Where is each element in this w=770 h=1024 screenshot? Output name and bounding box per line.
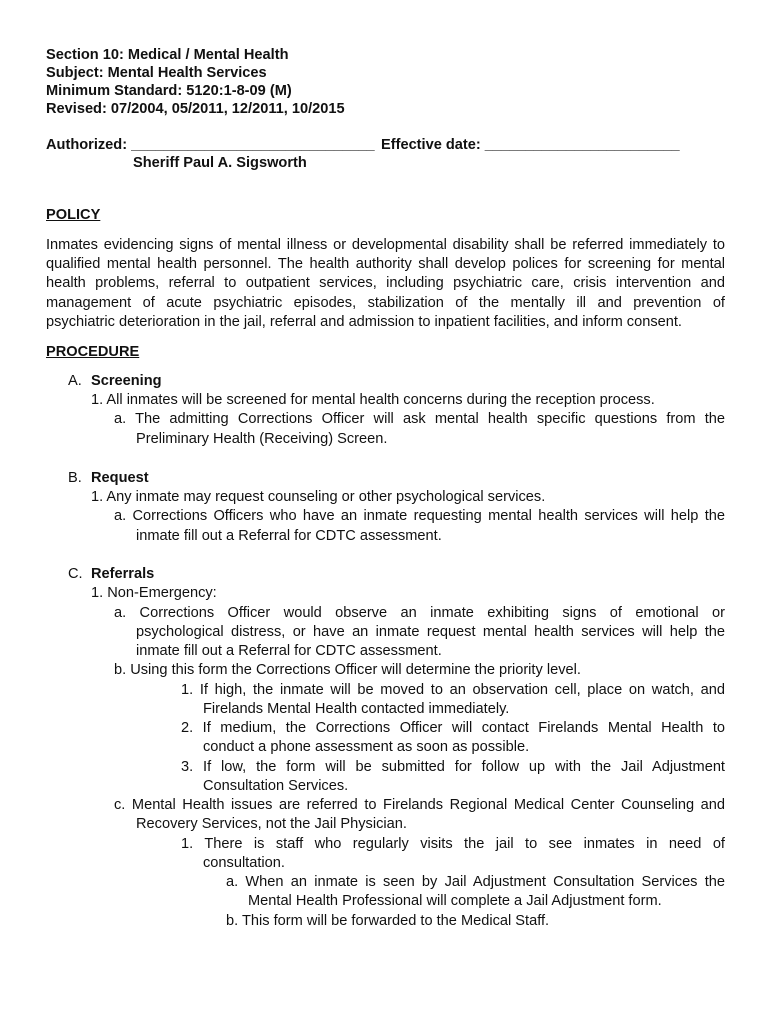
effective-date-field: Effective date: ________________________ [381,137,680,153]
section-title: Section 10: Medical / Mental Health [46,47,289,63]
list-item: a. The admitting Corrections Officer will ask mental health specific questions from the [114,411,725,427]
policy-line: qualified mental health personnel. The health authority shall develop polices for screening for mental [46,256,725,272]
list-item: a. Corrections Officers who have an inmate requesting mental health services will help the [114,508,725,524]
minimum-standard: Minimum Standard: 5120:1-8-09 (M) [46,83,292,99]
section-a-title: Screening [91,373,162,389]
list-item: conduct a phone assessment as soon as possible. [203,739,530,755]
policy-line: Inmates evidencing signs of mental illness or developmental disability shall be referred immediately to [46,237,725,253]
list-item: Mental Health Professional will complete a Jail Adjustment form. [248,893,662,909]
list-item: b. This form will be forwarded to the Medical Staff. [226,913,550,929]
authorized-field: Authorized: ______________________________ [46,137,375,153]
policy-line: management of acute psychiatric episodes, stabilization of the mentally ill and prevention of [46,295,725,311]
list-item: Consultation Services. [203,778,349,794]
list-item: a. When an inmate is seen by Jail Adjustment Consultation Services the [226,874,725,890]
list-item: 1. Non-Emergency: [91,585,217,601]
list-item: Recovery Services, not the Jail Physician. [136,816,407,832]
list-item: inmate fill out a Referral for CDTC assessment. [136,528,442,544]
list-item: 1. There is staff who regularly visits the jail to see inmates in need of [181,836,725,852]
list-item: Firelands Mental Health contacted immediately. [203,701,510,717]
section-b-title: Request [91,470,149,486]
list-item: consultation. [203,855,285,871]
policy-line: health problems, referral to outpatient services, including psychiatric care, crisis intervention and [46,275,725,291]
list-item: b. Using this form the Corrections Officer will determine the priority level. [114,662,581,678]
policy-heading: POLICY [46,207,101,223]
list-item: inmate fill out a Referral for CDTC assessment. [136,643,442,659]
list-item: 3. If low, the form will be submitted for follow up with the Jail Adjustment [181,759,725,775]
list-item: c. Mental Health issues are referred to Firelands Regional Medical Center Counseling and [114,797,725,813]
revised-dates: Revised: 07/2004, 05/2011, 12/2011, 10/2015 [46,101,345,117]
procedure-heading: PROCEDURE [46,344,140,360]
list-item: 1. Any inmate may request counseling or other psychological services. [91,489,546,505]
section-a-marker: A. [68,373,82,389]
policy-line: psychiatric deterioration in the jail, referral and admission to inpatient facilities, and inform consent. [46,314,682,330]
list-item: a. Corrections Officer would observe an inmate exhibiting signs of emotional or [114,605,725,621]
list-item: 1. If high, the inmate will be moved to an observation cell, place on watch, and [181,682,725,698]
list-item: psychological distress, or have an inmate request mental health services will help the [136,624,725,640]
section-c-title: Referrals [91,566,155,582]
section-c-marker: C. [68,566,83,582]
subject-line: Subject: Mental Health Services [46,65,267,81]
list-item: 2. If medium, the Corrections Officer will contact Firelands Mental Health to [181,720,725,736]
list-item: 1. All inmates will be screened for mental health concerns during the reception process. [91,392,655,408]
signer-name: Sheriff Paul A. Sigsworth [133,155,307,171]
section-b-marker: B. [68,470,82,486]
list-item: Preliminary Health (Receiving) Screen. [136,431,388,447]
